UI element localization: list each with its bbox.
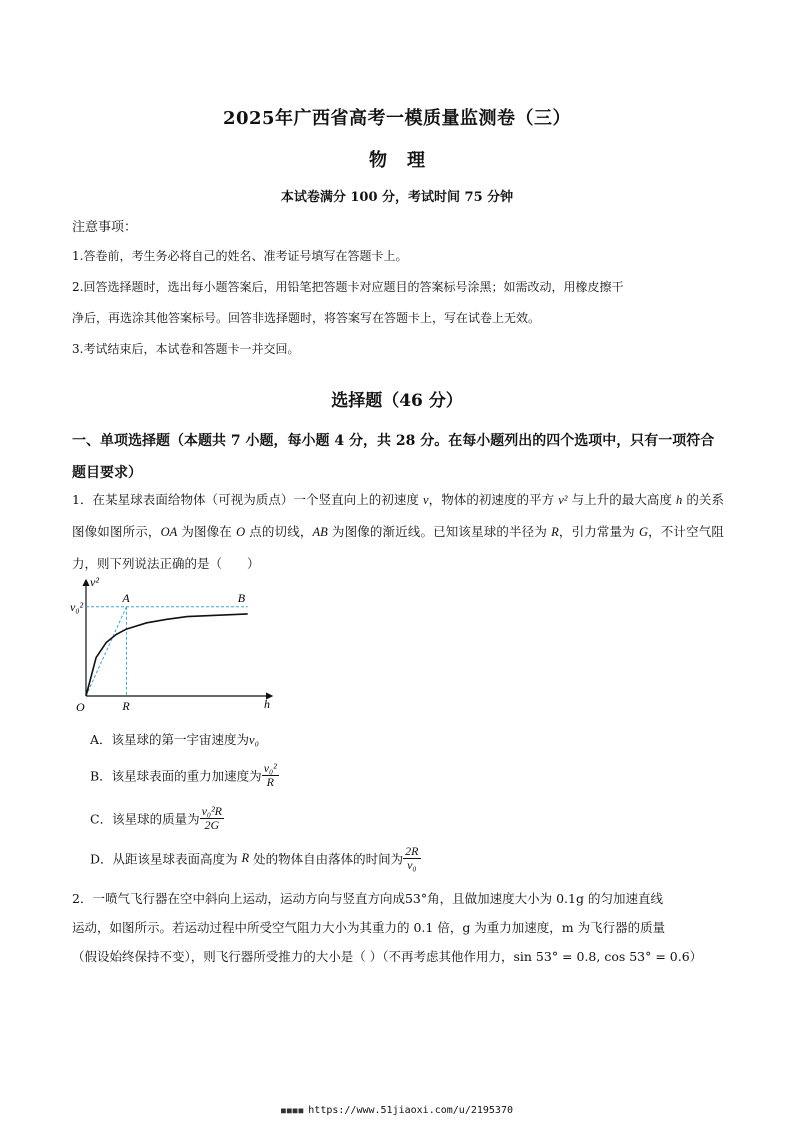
section-title: 选择题（46 分） — [331, 391, 463, 411]
v2-h-graph — [64, 574, 284, 716]
notice-item: 2.回答选择题时，选出每小题答案后，用铅笔把答题卡对应题目的答案标号涂黑；如需改动，用橡皮擦干 — [72, 280, 624, 294]
notice-item: 1.答卷前，考生务必将自己的姓名、准考证号填写在答题卡上。 — [72, 249, 408, 263]
part-heading: 一、单项选择题（本题共 7 小题，每小题 4 分，共 28 分。在每小题列出的四个选项中，只有一项符合题目要求） — [72, 433, 715, 481]
option-A[interactable]: A．该星球的第一宇宙速度为v₀ — [90, 732, 259, 747]
origin-label: O — [76, 700, 85, 714]
x-tick-label: R — [122, 699, 130, 713]
option-C[interactable]: C．该星球的质量为 $\frac{\text{v₀²R}}{2G}$ — [90, 804, 223, 832]
v2-h-curve — [86, 614, 248, 696]
option-B[interactable]: B．该星球表面的重力加速度为 $\frac{\text{v₀²}}{R}$ — [90, 761, 277, 789]
question-1-stem: 1．在某星球表面给物体（可视为质点）一个竖直向上的初速度 v，物体的初速度的平方 v² 与上升的最大高度 h 的关系图像如图所示，OA 为图像在 O 点的切线，AB 为图像的渐近线。已知该星球的半径为 R，引力常量为 G，不计空气阻力，则下列说法正确的是（ ） — [72, 492, 724, 571]
point-A-label: A — [122, 590, 130, 605]
question-2-line: 运动，如图所示。若运动过程中所受空气阻力大小为其重力的 0.1 倍，g 为重力加速度，m 为飞行器的质量 — [72, 920, 666, 935]
subject-char: 理 — [407, 150, 425, 171]
notice-item: 3.考试结束后，本试卷和答题卡一并交回。 — [72, 342, 300, 356]
exam-info: 本试卷满分 100 分，考试时间 75 分钟 — [280, 190, 514, 205]
question-2-line: 2．一喷气飞行器在空中斜向上运动，运动方向与竖直方向成53°角，且做加速度大小为 0.1g 的匀加速直线 — [72, 891, 663, 906]
subject-title — [0, 146, 794, 172]
y-axis-label: v² — [90, 575, 99, 589]
option-D[interactable]: D．从距该星球表面高度为 R 处的物体自由落体的时间为 $\frac{2R}{\text{v₀}}$ — [90, 844, 419, 872]
y-tick-label: v₀² — [70, 599, 84, 614]
point-B-label: B — [237, 590, 246, 605]
notice-heading: 注意事项： — [72, 220, 138, 235]
footer — [0, 1105, 794, 1116]
x-axis-label: h — [264, 697, 270, 711]
notice-item: 净后，再选涂其他答案标号。回答非选择题时，将答案写在答题卡上，写在试卷上无效。 — [72, 311, 541, 325]
question-2-line: （假设始终保持不变），则飞行器所受推力的大小是（ ）（不再考虑其他作用力，sin 53° = 0.8, cos 53° = 0.6） — [72, 949, 703, 964]
footer-dots: ■■■■ — [281, 1106, 305, 1115]
tangent-OA — [86, 607, 126, 696]
subject-char: 物 — [369, 150, 387, 171]
footer-url[interactable]: https://www.51jiaoxi.com/u/2195370 — [308, 1105, 513, 1116]
exam-title: 2025年广西省高考一模质量监测卷（三） — [222, 108, 572, 129]
